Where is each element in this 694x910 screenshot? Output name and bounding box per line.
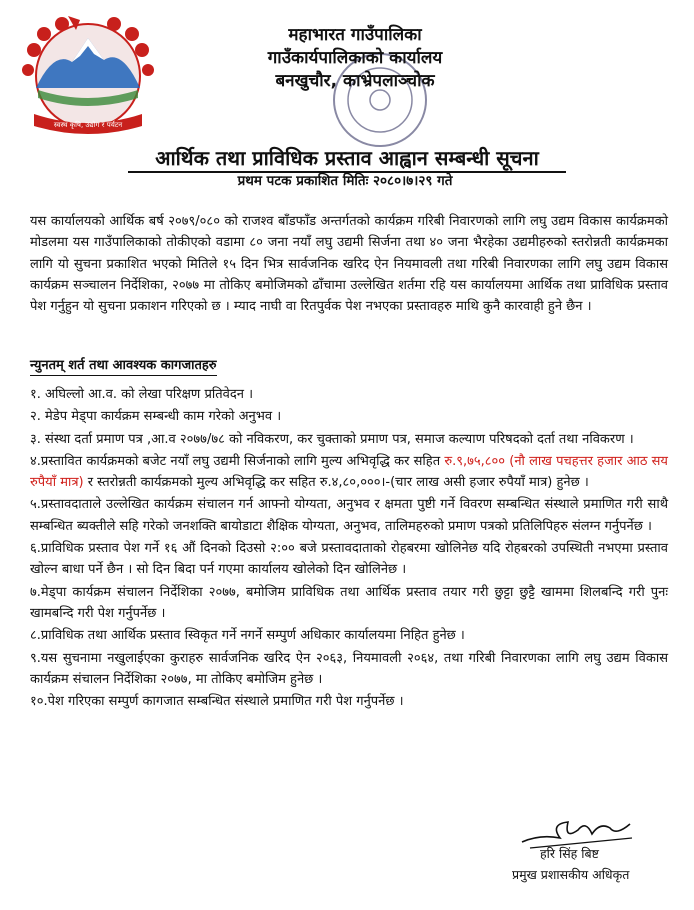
emblem-banner-text: स्वस्थ कृषि, उद्योग र पर्यटन bbox=[53, 121, 123, 129]
requirement-item: १. अघिल्लो आ.व. को लेखा परिक्षण प्रतिवेदन । bbox=[30, 387, 254, 402]
notice-title: आर्थिक तथा प्राविधिक प्रस्ताव आह्वान सम्बन्धी सूचना bbox=[128, 146, 566, 173]
budget-text-before: ४.प्रस्तावित कार्यक्रमको बजेट नयाँ लघु उद्यमी सिर्जनाको लागि मुल्य अभिवृद्धि कर सहित bbox=[30, 453, 445, 469]
requirement-item: ३. संस्था दर्ता प्रमाण पत्र ,आ.व २०७७/७८ को नविकरण, कर चुक्ताको प्रमाण पत्र, समाज कल्याण परिषदको दर्ता तथा नविकरण । bbox=[30, 431, 634, 447]
requirement-item: १०.पेश गरिएका सम्पुर्ण कागजात सम्बन्धित संस्थाले प्रमाणित गरी पेश गर्नुपर्नेछ । bbox=[30, 694, 404, 710]
requirement-item: २. मेडेप मेड्पा कार्यक्रम सम्बन्धी काम गरेको अनुभव । bbox=[30, 409, 282, 425]
notice-body: यस कार्यालयको आर्थिक बर्ष २०७९/०८० को राजश्व बाँडफाँड अन्तर्गतको कार्यक्रम गरिबी निवारणको लागि लघु उद्यम विकास कार्यक्रमको मोडलमा यस गाउँपालिकाको तोकीएको वडामा ८० जना नयाँ लघु उद्यमी सिर्जना तथा ४० जना भैरहेका उद्यमीहरुको स्तरोन्नती कार्यक्रमका लागि यो सुचना प्रकाशित भएको मितिले १५ दिन भित्र सार्वजनिक खरिद ऐन नियमावली तथा गरिबी निवारणका लागि लघु उद्यम विकास कार्यक्रम सञ्चालन निर्देशिका, २०७७ मा तोकिए बमोजिमको ढाँचामा उल्लेखित शर्तमा रहि यस कार्यालयमा आर्थिक तथा प्राविधिक प्रस्ताव पेश गर्नुहुन यो सुचना प्रकाशन गरिएको छ । म्याद नाघी वा रितपुर्वक पेश नभएका प्रस्तावहरु माथि कुनै कारवाही हुने छैन । bbox=[30, 214, 668, 315]
office-address: बनखुचौर, काभ्रेपलाञ्चोक bbox=[275, 71, 435, 91]
publish-date: प्रथम पटक प्रकाशित मितिः २०८०।७।२९ गते bbox=[237, 173, 453, 189]
budget-amount-highlight: रु.९,७५,८०० (नौ लाख पचहत्तर हजार आठ सय रुपैयाँ मात्र) bbox=[30, 453, 668, 491]
requirement-item: ६.प्राविधिक प्रस्ताव पेश गर्ने १६ औं दिनको दिउसो २:०० बजे प्रस्तावदाताको रोहबरमा खोलिनेछ यदि रोहबरको उपस्थिती नभएमा प्रस्ताव खोल्न बाधा पर्ने छैन । सो दिन बिदा पर्न गएमा कार्यालय खोलेको दिन खोलिनेछ । bbox=[30, 541, 668, 578]
requirement-item: ८.प्राविधिक तथा आर्थिक प्रस्ताव स्विकृत गर्ने नगर्ने सम्पुर्ण अधिकार कार्यालयमा निहित हुनेछ । bbox=[30, 628, 465, 644]
nepal-emblem-icon bbox=[14, 10, 162, 140]
requirements-heading: न्युनतम् शर्त तथा आवश्यक कागजातहरु bbox=[30, 357, 217, 376]
office-name: महाभारत गाउँपालिका bbox=[288, 25, 422, 45]
requirement-item: ५.प्रस्तावदाताले उल्लेखित कार्यक्रम संचालन गर्न आफ्नो योग्यता, अनुभव र क्षमता पुष्टी गर्ने विवरण सम्बन्धित संस्थाले प्रमाणित गरी साथै सम्बन्धित ब्यक्तीले सहि गरेको जनशक्ति बायोडाटा शैक्षिक योग्यता, अनुभव, तालिमहरुको प्रमाण पत्रको प्रतिलिपिहरु संलग्न गर्नुपर्नेछ । bbox=[30, 497, 668, 534]
signatory-name: हरि सिंह बिष्ट bbox=[540, 846, 599, 861]
budget-text-after: र स्तरोन्नती कार्यक्रमको मुल्य अभिवृद्धि कर सहित रु.४,८०,०००।-(चार लाख असी हजार रुपैयाँ मात्र) हुनेछ । bbox=[83, 475, 589, 491]
requirements-list bbox=[30, 384, 668, 713]
office-subtitle: गाउँकार्यपालिकाको कार्यालय bbox=[267, 48, 443, 68]
requirement-item-budget bbox=[30, 451, 668, 494]
signatory-title: प्रमुख प्रशासकीय अधिकृत bbox=[512, 867, 630, 882]
requirement-item: ९.यस सुचनामा नखुलाईएका कुराहरु सार्वजनिक खरिद ऐन २०६३, नियमावली २०६४, तथा गरिबी निवारणका लागि लघु उद्यम विकास कार्यक्रम संचालन निर्देशिका २०७७, मा तोकिए बमोजिम हुनेछ । bbox=[30, 650, 668, 687]
requirement-item: ७.मेड्पा कार्यक्रम संचालन निर्देशिका २०७७, बमोजिम प्राविधिक तथा आर्थिक प्रस्ताव तयार गरी छुट्टा छुट्टै खाममा शिलबन्दि गरी पुनः खामबन्दि गरी पेश गर्नुपर्नेछ । bbox=[30, 584, 668, 621]
